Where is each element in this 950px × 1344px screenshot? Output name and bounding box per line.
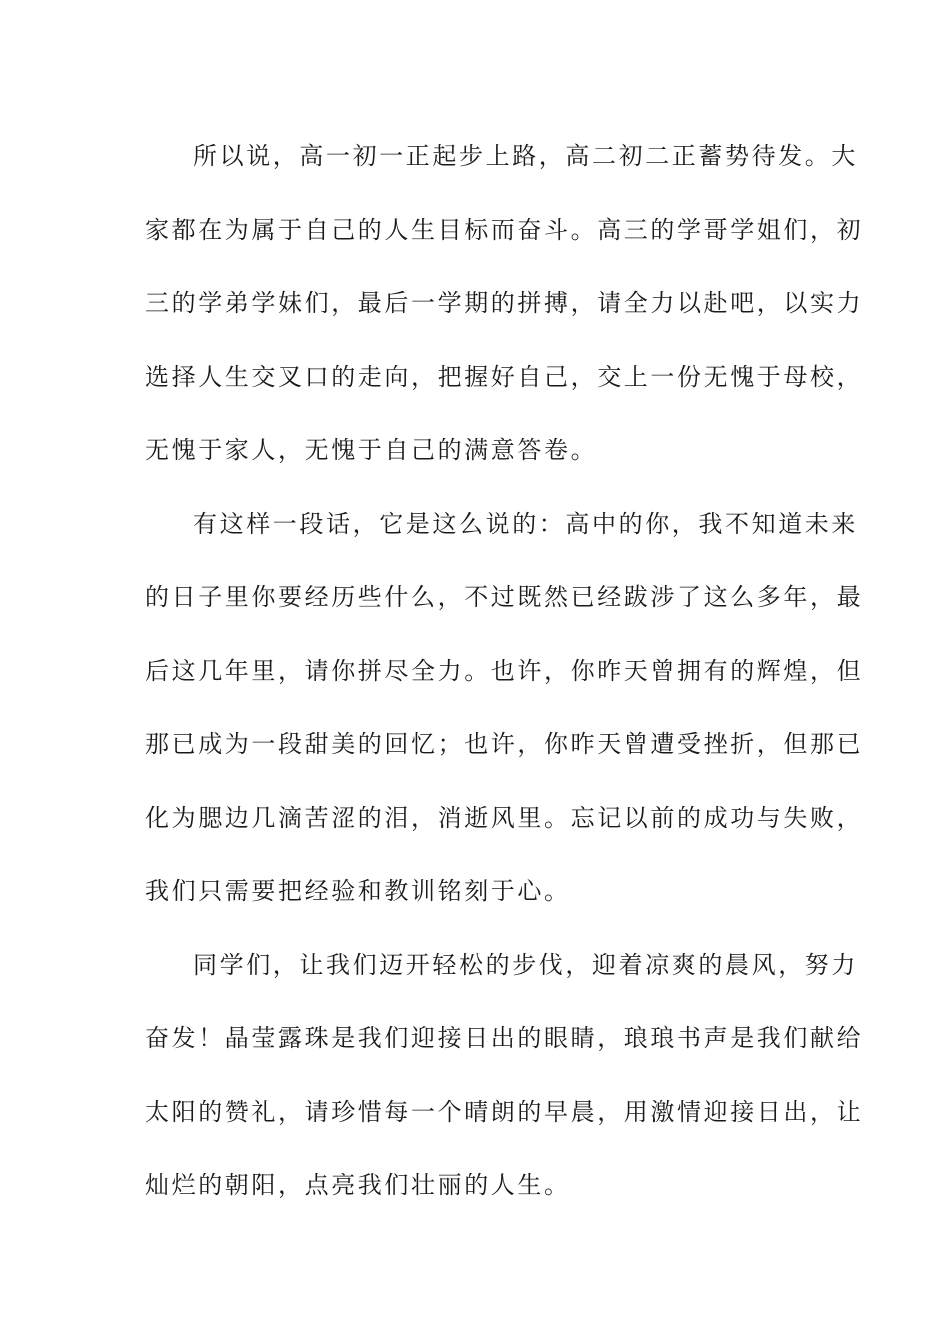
text-line: 后这几年里，请你拼尽全力。也许，你昨天曾拥有的辉煌，但 (145, 656, 864, 685)
paragraph-1 (145, 120, 864, 488)
text-line: 灿烂的朝阳，点亮我们壮丽的人生。 (145, 1171, 571, 1199)
text-line: 同学们，让我们迈开轻松的步伐，迎着凉爽的晨风，努力 (193, 950, 858, 979)
text-line: 所以说，高一初一正起步上路，高二初二正蓄势待发。大 (193, 142, 858, 170)
paragraph-2 (145, 488, 864, 929)
text-line: 的日子里你要经历些什么，不过既然已经跋涉了这么多年，最 (145, 583, 864, 611)
document-body (145, 120, 864, 1223)
text-line: 三的学弟学妹们，最后一学期的拼搏，请全力以赴吧，以实力 (145, 289, 864, 317)
text-line: 那已成为一段甜美的回忆；也许，你昨天曾遭受挫折，但那已 (145, 730, 864, 758)
text-line: 有这样一段话，它是这么说的：高中的你，我不知道未来 (193, 509, 858, 538)
text-line: 无愧于家人，无愧于自己的满意答卷。 (145, 436, 598, 464)
text-line: 家都在为属于自己的人生目标而奋斗。高三的学哥学姐们，初 (145, 215, 864, 244)
text-line: 选择人生交叉口的走向，把握好自己，交上一份无愧于母校， (145, 362, 864, 391)
text-line: 奋发！晶莹露珠是我们迎接日出的眼睛，琅琅书声是我们献给 (145, 1024, 864, 1052)
paragraph-3 (145, 929, 864, 1223)
text-line: 化为腮边几滴苦涩的泪，消逝风里。忘记以前的成功与失败， (145, 803, 864, 832)
text-line: 太阳的赞礼，请珍惜每一个晴朗的早晨，用激情迎接日出，让 (145, 1097, 864, 1126)
text-line: 我们只需要把经验和教训铭刻于心。 (145, 877, 571, 905)
